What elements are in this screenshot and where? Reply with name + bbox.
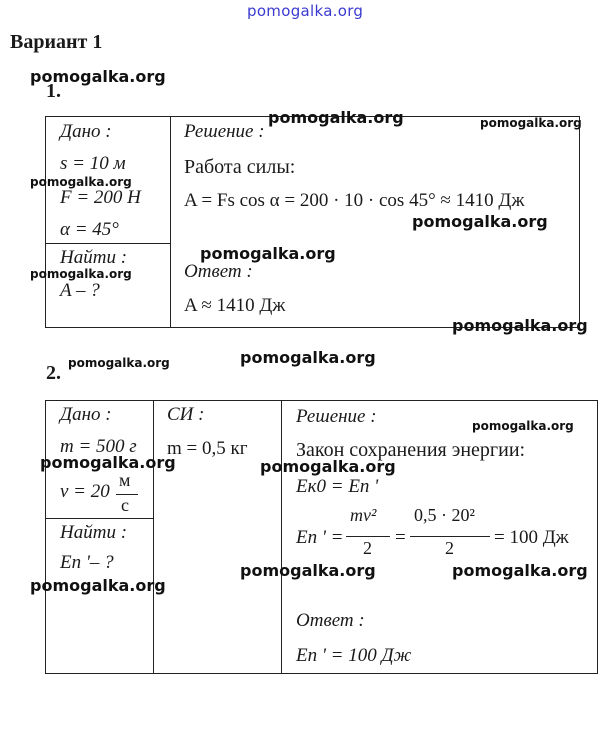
- task2-given-label: Дано :: [60, 404, 112, 425]
- task1-number: 1.: [46, 80, 61, 102]
- fraction1-numerator: mv²: [350, 505, 377, 525]
- top-watermark: pomogalka.org: [247, 2, 364, 20]
- task2-find-label: Найти :: [60, 522, 128, 543]
- task2-eq1: Eк0 = Eп ': [296, 476, 379, 497]
- task2-answer-label: Ответ :: [296, 610, 365, 631]
- task1-solution-label: Решение :: [184, 121, 265, 142]
- task2-eq2-result: = 100 Дж: [494, 527, 569, 548]
- watermark: pomogalka.org: [30, 576, 166, 595]
- watermark: pomogalka.org: [200, 244, 336, 263]
- task2-answer: Eп ' = 100 Дж: [296, 645, 412, 666]
- watermark: pomogalka.org: [30, 67, 166, 86]
- fraction2-numerator: 0,5 · 20²: [414, 505, 475, 525]
- task1-answer: A ≈ 1410 Дж: [184, 295, 286, 316]
- fraction1-denominator: 2: [363, 538, 372, 558]
- task1-solution-heading: Работа силы:: [184, 156, 296, 178]
- watermark: pomogalka.org: [30, 175, 132, 189]
- task1-divider-given-find: [45, 243, 171, 244]
- task1-find-label: Найти :: [60, 247, 128, 268]
- task1-given-alpha: α = 45°: [60, 219, 119, 240]
- watermark: pomogalka.org: [452, 561, 588, 580]
- task2-given-v: v = 20: [60, 481, 110, 502]
- page-title: Вариант 1: [10, 31, 103, 53]
- task1-divider-vertical: [170, 116, 171, 328]
- watermark: pomogalka.org: [452, 316, 588, 335]
- task2-divider-given-si: [153, 400, 154, 674]
- watermark: pomogalka.org: [68, 356, 170, 370]
- task1-given-s: s = 10 м: [60, 153, 126, 174]
- task2-si-value: m = 0,5 кг: [167, 438, 248, 459]
- watermark: pomogalka.org: [260, 457, 396, 476]
- task2-solution-heading: Закон сохранения энергии:: [296, 439, 526, 461]
- task2-si-label: СИ :: [167, 404, 205, 425]
- task2-eq2-equals: =: [395, 527, 406, 548]
- task2-given-v-unit: [116, 470, 138, 518]
- task2-number: 2.: [46, 362, 61, 384]
- task2-divider-si-solution: [281, 400, 282, 674]
- watermark: pomogalka.org: [268, 108, 404, 127]
- fraction1-bar: [346, 536, 390, 537]
- task2-eq2-fraction1: [346, 505, 390, 565]
- task1-formula: A = Fs cos α = 200 · 10 · cos 45° ≈ 1410 Дж: [184, 190, 525, 211]
- task2-solution-label: Решение :: [296, 406, 377, 427]
- task1-find-value: A – ?: [60, 280, 100, 301]
- task2-eq2-lhs: Eп ' =: [296, 527, 344, 548]
- unit-numerator: м: [119, 470, 131, 490]
- task2-find-value: Eп '– ?: [60, 552, 114, 573]
- watermark: pomogalka.org: [472, 419, 574, 433]
- watermark: pomogalka.org: [480, 116, 582, 130]
- watermark: pomogalka.org: [40, 453, 176, 472]
- watermark: pomogalka.org: [30, 267, 132, 281]
- fraction2-bar: [410, 536, 490, 537]
- task2-eq2-fraction2: [410, 505, 490, 565]
- watermark: pomogalka.org: [412, 212, 548, 231]
- watermark: pomogalka.org: [240, 348, 376, 367]
- task1-given-label: Дано :: [60, 121, 112, 142]
- watermark: pomogalka.org: [240, 561, 376, 580]
- task1-given-f: F = 200 Н: [60, 187, 141, 208]
- unit-denominator: с: [121, 495, 129, 515]
- task2-given-m: m = 500 г: [60, 436, 137, 457]
- fraction2-denominator: 2: [445, 538, 454, 558]
- task1-answer-label: Ответ :: [184, 261, 253, 282]
- task2-divider-given-find: [45, 518, 154, 519]
